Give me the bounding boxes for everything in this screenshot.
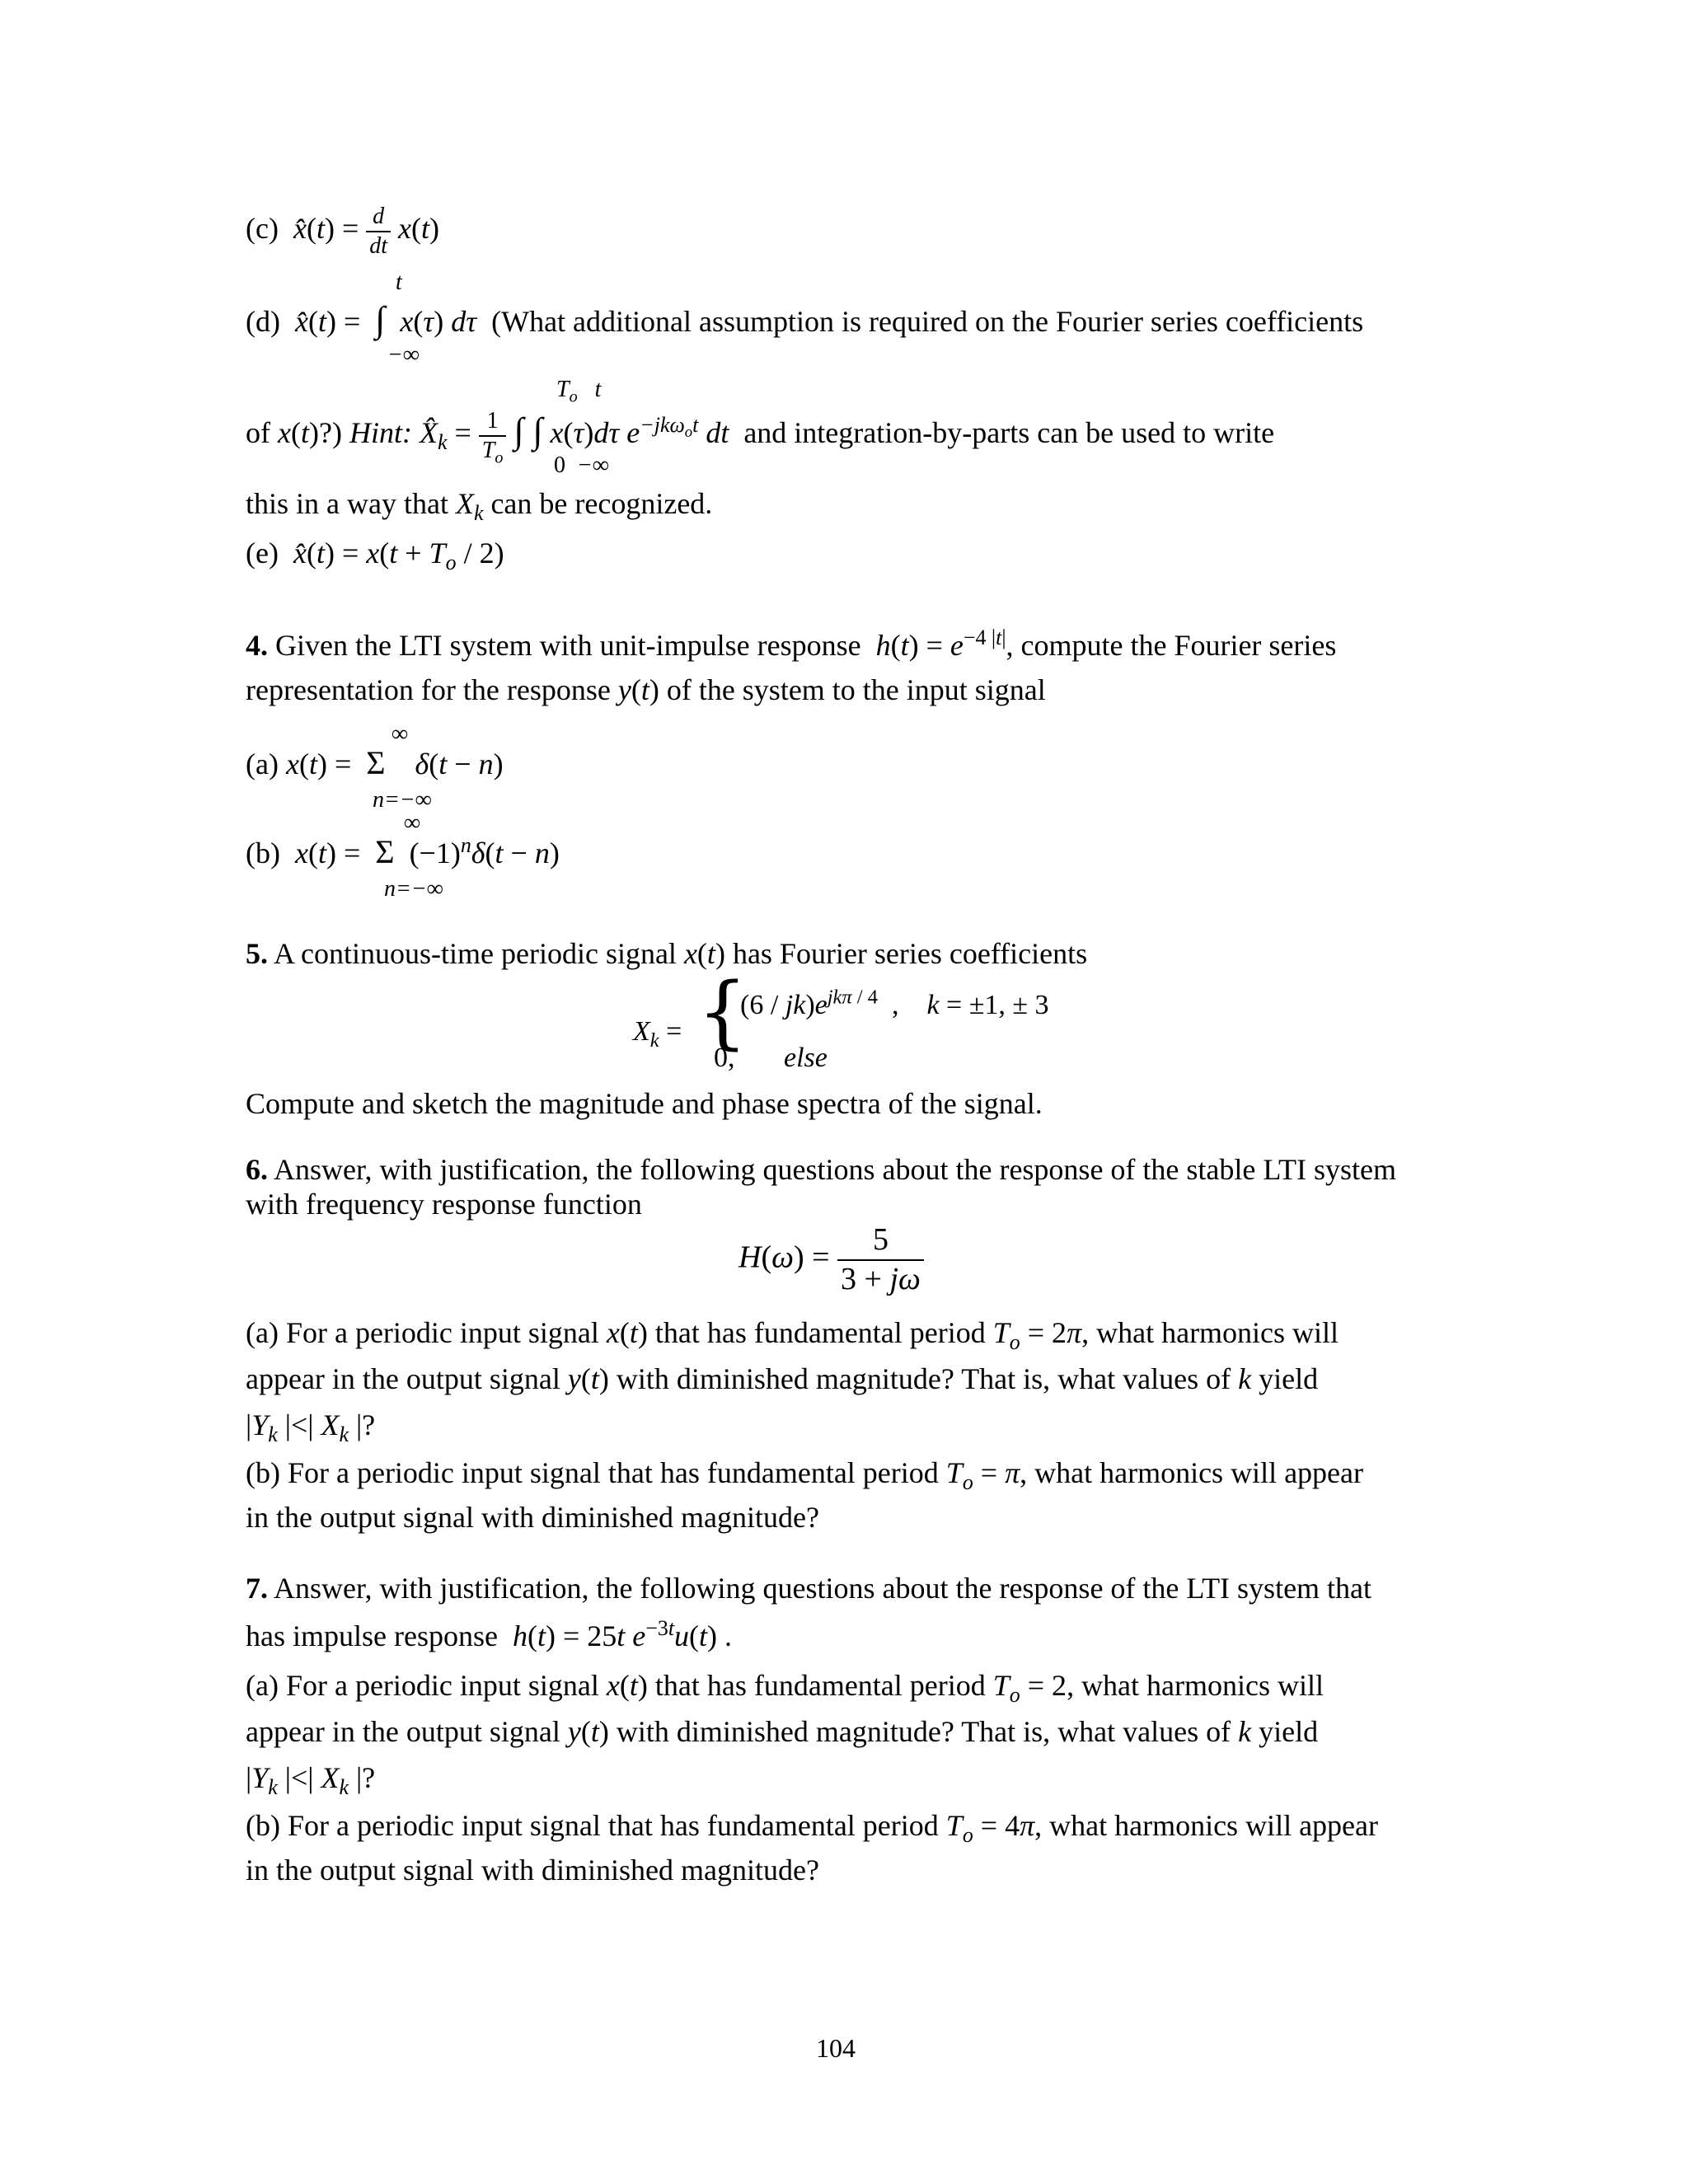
p6a-line2: appear in the output signal y(t) with diminished magnitude? That is, what values of k yield (246, 1362, 1319, 1395)
hint-equation: $X̂_k$ = $\frac{1}{T_o}$ ∫ ∫ x(τ)dτ $e^{-jk\omega_ot}$ dt (419, 408, 729, 467)
p4b-line: (b) x(t) = Σ $(-1)^n\delta(t - n)$ (246, 833, 560, 870)
p5-Xk-label: $X_k$ = (633, 1016, 682, 1052)
p7-impulse-response: h(t) = 25t $e^{-3t}u(t)$ . (512, 1616, 733, 1652)
p7a-line2: appear in the output signal y(t) with diminished magnitude? That is, what values of k yield (246, 1715, 1319, 1748)
recognize-line: this in a way that $X_k$ can be recognized. (246, 487, 713, 526)
p4b-lower-limit: n=−∞ (384, 876, 443, 902)
p7b-line2: in the output signal with diminished magnitude? (246, 1854, 819, 1886)
p3c-line: (c) x̂(t) = $\frac{d}{dt}$ x(t) (246, 204, 440, 259)
p3d-upper-limit: t (396, 269, 402, 295)
p4a-upper-limit: ∞ (392, 721, 408, 747)
hint-lower-limits: 0 −∞ (554, 452, 609, 478)
p7a-line1: (a) For a periodic input signal x(t) that has fundamental period $T_o = 2$, what harmonics will (246, 1669, 1325, 1708)
p3e-line: (e) x̂(t) = $x(t + T_o / 2)$ (246, 537, 504, 575)
p5-case1: $(6 / jk)e^{jk\pi / 4}$ , k = ±1, ± 3 (740, 986, 1049, 1020)
p7-line1: 7. Answer, with justification, the following questions about the response of the LTI system that (246, 1572, 1372, 1605)
p3d-line: (d) x̂(t) = ∫ x(τ) dτ (What additional assumption is required on the Fourier series coefficients (246, 299, 1364, 340)
p6a-line1: (a) For a periodic input signal x(t) that has fundamental period $T_o = 2\pi$, what harmonics will (246, 1316, 1339, 1355)
p4b-equation: x(t) = Σ $(-1)^n\delta(t - n)$ (294, 833, 560, 870)
p6b-line1: (b) For a periodic input signal that has fundamental period $T_o = \pi$, what harmonics will appear (246, 1456, 1363, 1495)
p4-line1: 4. Given the LTI system with unit-impulse response $h(t) = e^{-4 |t|}$, compute the Fourier series (246, 626, 1337, 662)
p4b-upper-limit: ∞ (404, 810, 420, 836)
p3d-lower-limit: −∞ (387, 342, 420, 368)
p6-line1: 6. Answer, with justification, the following questions about the response of the stable LTI system (246, 1153, 1397, 1186)
p5-line1: 5. A continuous-time periodic signal x(t) has Fourier series coefficients (246, 937, 1088, 970)
p5-case2: 0, else (714, 1043, 828, 1073)
p4a-line: (a) x(t) = Σ δ(t − n) (246, 744, 504, 781)
p7-line2: has impulse response h(t) = 25t $e^{-3t}u(t)$ . (246, 1616, 733, 1652)
p4-impulse-response: $h(t) = e^{-4 |t|}$ (875, 626, 1006, 662)
p6b-line2: in the output signal with diminished magnitude? (246, 1501, 819, 1534)
hint-upper-limits: $T_o$ t (556, 377, 602, 406)
p3c-equation: x̂(t) = $\frac{d}{dt}$ x(t) (293, 204, 440, 259)
p6a-inequality: $|Y_k$ |<| $X_k$ |? (246, 1408, 376, 1447)
p6-frequency-response: H(ω) = $\frac{5}{3 + j\omega}$ (738, 1221, 924, 1298)
page-number: 104 (816, 2033, 856, 2063)
p7b-line1: (b) For a periodic input signal that has fundamental period $T_o = 4\pi$, what harmonics will appear (246, 1809, 1378, 1848)
p6-line2: with frequency response function (246, 1188, 642, 1221)
p3d-equation: x̂(t) = ∫ x(τ) dτ (294, 299, 477, 340)
hint-line: of x(t)?) Hint: $X̂_k$ = $\frac{1}{T_o}$ ∫ ∫ x(τ)dτ $e^{-jk\omega_ot}$ dt and integration-by-parts can be used to write (246, 408, 1275, 467)
p4a-equation: x(t) = Σ δ(t − n) (285, 744, 504, 781)
p4-line2: representation for the response y(t) of the system to the input signal (246, 673, 1046, 706)
p7a-inequality: $|Y_k$ |<| $X_k$ |? (246, 1761, 376, 1800)
p3e-equation: x̂(t) = $x(t + T_o / 2)$ (293, 537, 504, 575)
p5-brace: { (697, 966, 748, 1058)
p4a-lower-limit: n=−∞ (373, 787, 432, 813)
p5-compute-line: Compute and sketch the magnitude and phase spectra of the signal. (246, 1087, 1043, 1120)
